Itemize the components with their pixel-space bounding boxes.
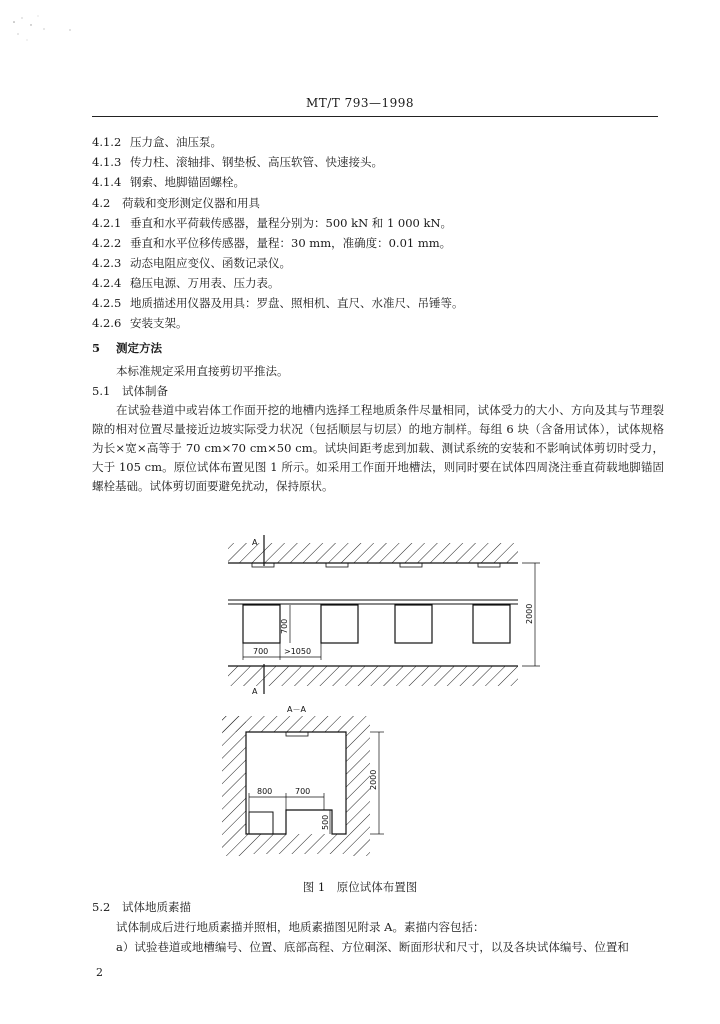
dimension-label: 700 xyxy=(295,787,311,796)
item-number: 4.1.3 xyxy=(92,155,122,169)
section-number: 5 xyxy=(92,341,101,355)
section-title: 测定方法 xyxy=(116,341,162,355)
dimension-label: 700 xyxy=(280,618,289,634)
item-text: 荷载和变形测定仪器和用具 xyxy=(122,196,260,210)
test-block xyxy=(243,605,280,643)
dimension-label: 2000 xyxy=(369,769,378,790)
test-block xyxy=(321,605,358,643)
item-text: 地质描述用仪器及用具：罗盘、照相机、直尺、水准尺、吊锤等。 xyxy=(130,296,464,310)
item-text: 稳压电源、万用表、压力表。 xyxy=(130,276,280,290)
section-5-2-line-1: 试体制成后进行地质素描并照相，地质素描图见附录 A。素描内容包括： xyxy=(116,920,485,934)
dimension-label: 500 xyxy=(321,814,330,830)
item-number: 4.1.2 xyxy=(92,135,122,149)
item-text: 安装支架。 xyxy=(130,316,188,330)
item-text: 垂直和水平荷载传感器，量程分别为：500 kN 和 1 000 kN。 xyxy=(130,216,453,230)
item-number: 4.1.4 xyxy=(92,175,122,189)
item-number: 4.2.6 xyxy=(92,316,122,330)
section-number: 5.1 xyxy=(92,384,111,398)
section-title: 试体地质素描 xyxy=(122,900,191,914)
item-number: 4.2.5 xyxy=(92,296,122,310)
floor-rock-hatch xyxy=(246,834,346,854)
section-title: A－A xyxy=(287,705,306,714)
figure-caption: 图 1 原位试体布置图 xyxy=(302,880,418,894)
item-number: 4.2.2 xyxy=(92,236,122,250)
roof-rock-hatch xyxy=(222,716,346,732)
section-title: 试体制备 xyxy=(122,384,168,398)
left-rock-hatch xyxy=(222,716,246,856)
item-text: 动态电阻应变仪、函数记录仪。 xyxy=(130,256,291,270)
dimension-label: >1050 xyxy=(284,647,312,656)
test-block xyxy=(473,605,510,643)
section-5-2-heading xyxy=(92,900,191,914)
item-text: 传力柱、滚轴排、钢垫板、高压软管、快速接头。 xyxy=(130,155,383,169)
item-number: 4.2.1 xyxy=(92,216,122,230)
item-text: 钢索、地脚锚固螺栓。 xyxy=(130,175,245,189)
page-number: 2 xyxy=(96,966,103,979)
top-rock-hatch xyxy=(228,543,518,563)
test-block xyxy=(395,605,432,643)
section-5-intro: 本标准规定采用直接剪切平推法。 xyxy=(116,364,289,378)
section-5-1-paragraph: 在试验巷道中或岩体工作面开挖的地槽内选择工程地质条件尽量相同，试体受力的大小、方向及其与节理裂隙的相对位置尽量接近边坡实际受力状况（包括顺层与切层）的地方制样。每组 6 块（含备用试体），试体规格为长×宽×高等于 70 cm×70 cm×50 cm。试块间距考虑到加载、测试系统的安装和不影响试体剪切时受力，大于 105 cm。原位试体布置见图 1 所示。如采用工作面开地槽法，则同时要在试体四周浇注垂直荷载地脚锚固螺栓基础。试体剪切面要避免扰动，保持原状。 xyxy=(92,403,664,493)
dimension-label: 700 xyxy=(253,647,269,656)
right-rock-hatch xyxy=(346,716,370,856)
page-header: MT/T 793—1998 xyxy=(305,96,415,110)
dimension-label: 800 xyxy=(257,787,273,796)
section-mark: A xyxy=(252,538,258,547)
item-text: 压力盒、油压泵。 xyxy=(130,135,222,149)
section-a-a-view xyxy=(222,705,384,856)
item-number: 4.2.3 xyxy=(92,256,122,270)
section-number: 5.2 xyxy=(92,900,111,914)
item-text: 垂直和水平位移传感器，量程：30 mm，准确度：0.01 mm。 xyxy=(130,236,452,250)
plan-view xyxy=(228,535,540,696)
bottom-rock-hatch xyxy=(228,666,518,686)
item-number: 4.2 xyxy=(92,196,111,210)
dimension-label: 2000 xyxy=(525,603,534,624)
tunnel-opening xyxy=(246,732,346,834)
section-mark: A xyxy=(252,687,258,696)
section-5-2-line-2: a）试验巷道或地槽编号、位置、底部高程、方位硐深、断面形状和尺寸，以及各块试体编号、位置和 xyxy=(116,940,629,954)
item-number: 4.2.4 xyxy=(92,276,122,290)
